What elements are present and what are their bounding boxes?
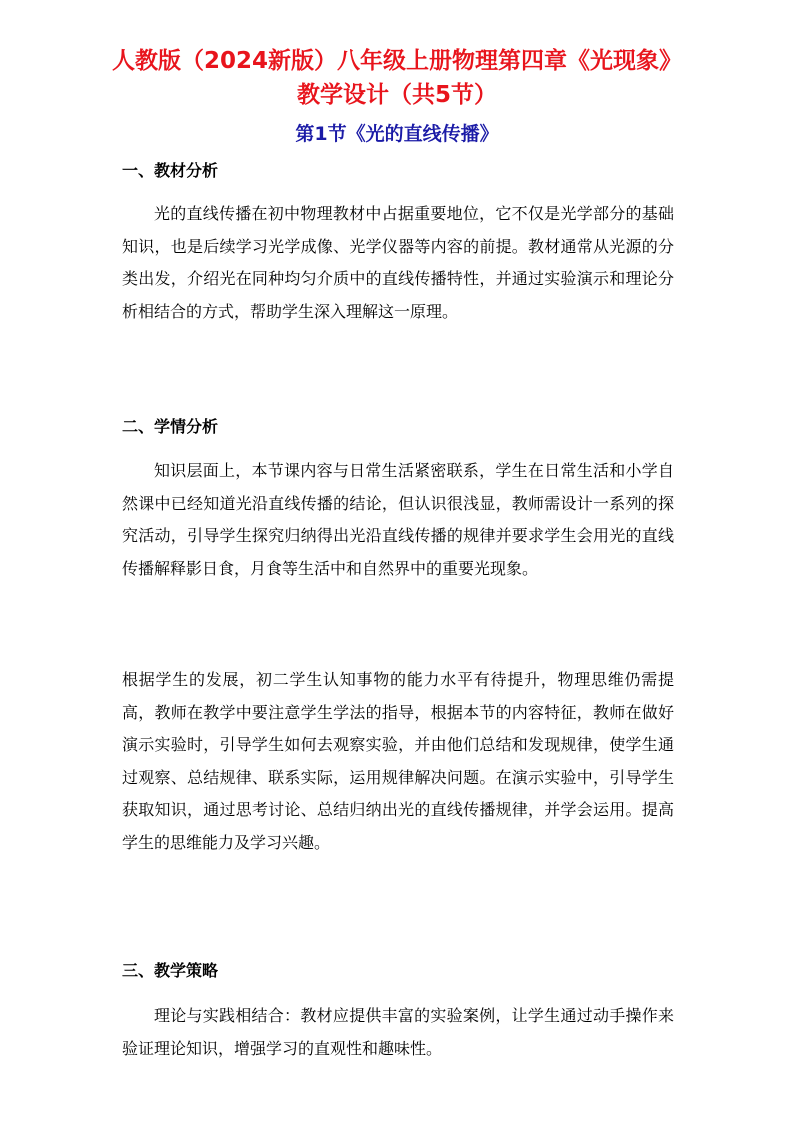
heading-textbook-analysis: 一、教材分析 — [122, 161, 219, 180]
heading-teaching-strategy: 三、教学策略 — [122, 961, 219, 980]
heading-learner-analysis: 二、学情分析 — [122, 417, 219, 436]
section-subtitle: 第1节《光的直线传播》 — [295, 123, 499, 145]
document-title: 人教版（2024新版）八年级上册物理第四章《光现象》教学设计（共5节） — [111, 48, 682, 108]
paragraph-textbook-analysis: 光的直线传播在初中物理教材中占据重要地位，它不仅是光学部分的基础知识，也是后续学习光学成像、光学仪器等内容的前提。教材通常从光源的分类出发，介绍光在同种均匀介质中的直线传播特性，并通过实验演示和理论分析相结合的方式，帮助学生深入理解这一原理。 — [122, 204, 674, 321]
paragraph-learner-analysis-2: 根据学生的发展，初二学生认知事物的能力水平有待提升，物理思维仍需提高，教师在教学中要注意学生学法的指导，根据本节的内容特征，教师在做好演示实验时，引导学生如何去观察实验，并由他们总结和发现规律，使学生通过观察、总结规律、联系实际，运用规律解决问题。在演示实验中，引导学生获取知识，通过思考讨论、总结归纳出光的直线传播规律，并学会运用。提高学生的思维能力及学习兴趣。 — [122, 670, 674, 852]
paragraph-learner-analysis-1: 知识层面上，本节课内容与日常生活紧密联系，学生在日常生活和小学自然课中已经知道光沿直线传播的结论，但认识很浅显，教师需设计一系列的探究活动，引导学生探究归纳得出光沿直线传播的规律并要求学生会用光的直线传播解释影日食，月食等生活中和自然界中的重要光现象。 — [122, 461, 674, 578]
paragraph-teaching-strategy: 理论与实践相结合：教材应提供丰富的实验案例，让学生通过动手操作来验证理论知识，增强学习的直观性和趣味性。 — [122, 1006, 674, 1058]
